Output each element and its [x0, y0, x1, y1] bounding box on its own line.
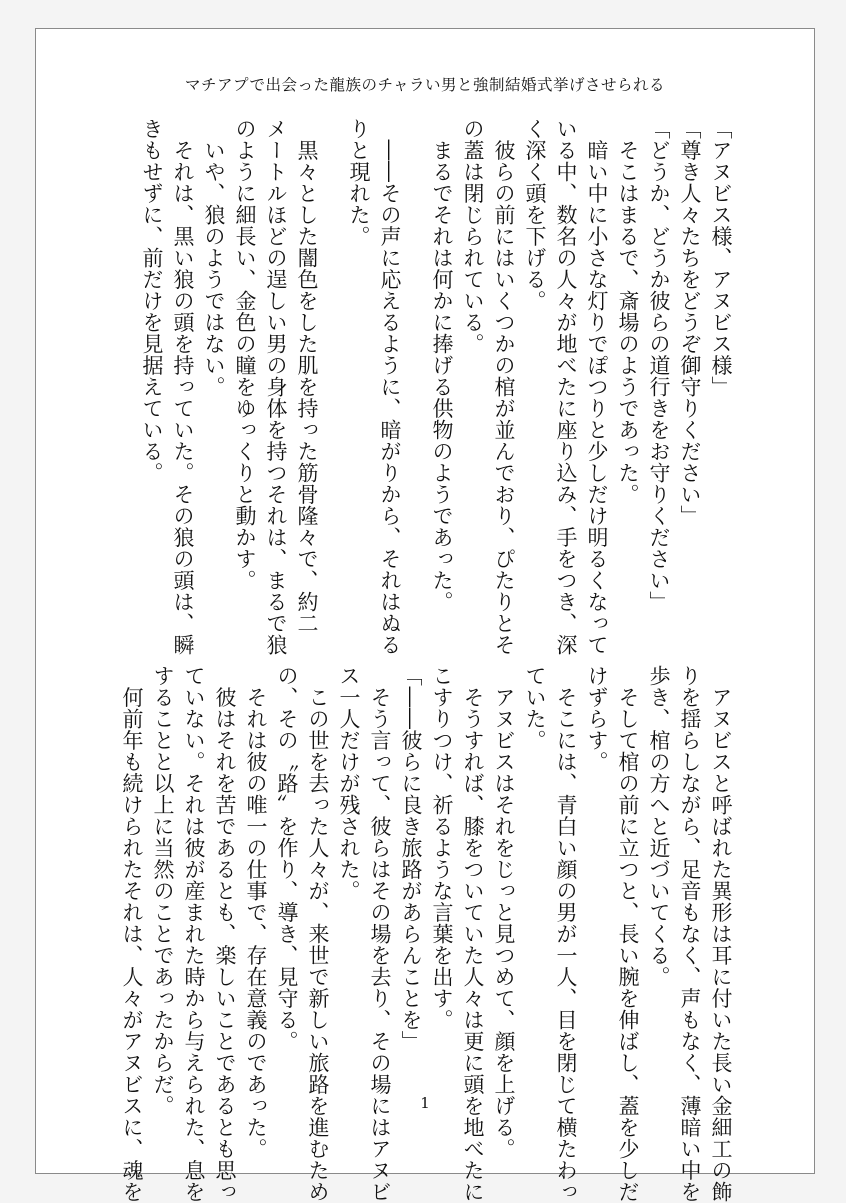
- text-line: 「尊き人々たちをどうぞ御守りください」: [678, 118, 702, 527]
- text-line: それは彼の唯一の仕事で、存在意義のであった。: [244, 665, 268, 1160]
- text-line: ていた。: [523, 665, 547, 751]
- running-title: マチアプで出会った龍族のチャラい男と強制結婚式挙げさせられる: [184, 76, 665, 94]
- text-line: ――その声に応えるように、暗がりから、それはぬる: [378, 118, 402, 656]
- text-line: 彼らの前にはいくつかの棺が並んでおり、ぴたりとそ: [492, 118, 516, 656]
- text-line: そう言って、彼らはその場を去り、その場にはアヌビ: [368, 665, 392, 1203]
- text-line: 彼はそれを苦であるとも、楽しいことであるとも思っ: [213, 665, 237, 1203]
- page-number: 1: [420, 1094, 430, 1112]
- text-line: アヌビスと呼ばれた異形は耳に付いた長い金細工の飾: [709, 665, 733, 1203]
- text-line: 「アヌビス様、アヌビス様」: [709, 118, 733, 398]
- text-line: そこはまるで、斎場のようであった。: [616, 118, 640, 505]
- text-line: メートルほどの逞しい男の身体を持つそれは、まるで狼: [264, 118, 288, 656]
- text-line: く深く頭を下げる。: [523, 118, 547, 312]
- text-block-bottom: [120, 665, 736, 1203]
- text-line: 「どうか、どうか彼らの道行きをお守りください」: [647, 118, 671, 613]
- text-line: りと現れた。: [347, 118, 371, 247]
- text-block-top: [139, 118, 736, 656]
- text-line: することと以上に当然のことであったからだ。: [151, 665, 175, 1117]
- text-line: そうすれば、膝をついていた人々は更に頭を地べたに: [461, 665, 485, 1203]
- text-line: きもせずに、前だけを見据えている。: [140, 118, 164, 484]
- text-line: 何前年も続けられたそれは、人々がアヌビスに、魂を: [120, 665, 144, 1203]
- blank-line: [322, 118, 343, 554]
- text-line: いる中、数名の人々が地べたに座り込み、手をつき、深: [554, 118, 578, 656]
- text-line: りを揺らしながら、足音もなく、声もなく、薄暗い中を: [678, 665, 702, 1203]
- text-line: まるでそれは何かに捧げる供物のようであった。: [430, 118, 454, 613]
- text-line: ス一人だけが残された。: [337, 665, 361, 902]
- text-line: こすりつけ、祈るような言葉を出す。: [430, 665, 454, 1031]
- manuscript-page: [35, 28, 815, 1203]
- text-line: ていない。それは彼が産まれた時から与えられた、息を: [182, 665, 206, 1203]
- text-line: それは、黒い狼の頭を持っていた。その狼の頭は、瞬: [171, 118, 195, 656]
- blank-line: [405, 118, 426, 554]
- text-line: そして棺の前に立つと、長い腕を伸ばし、蓋を少しだ: [616, 665, 640, 1203]
- text-line: アヌビスはそれをじっと見つめて、顔を上げる。: [492, 665, 516, 1160]
- text-line: のように細長い、金色の瞳をゆっくりと動かす。: [233, 118, 257, 591]
- text-line: そこには、青白い顔の男が一人、目を閉じて横たわっ: [554, 665, 578, 1203]
- text-line: 「――彼らに良き旅路があらんことを」: [399, 665, 423, 1052]
- text-line: けずらす。: [585, 665, 609, 773]
- text-line: 歩き、棺の方へと近づいてくる。: [647, 665, 671, 988]
- text-line: の、その〝路〟を作り、導き、見守る。: [275, 665, 299, 1052]
- text-line: いや、狼のようではない。: [202, 118, 226, 398]
- text-line: 黒々とした闇色をした肌を持った筋骨隆々で、約二: [295, 118, 319, 634]
- text-line: 暗い中に小さな灯りでぽつりと少しだけ明るくなって: [585, 118, 609, 656]
- text-line: この世を去った人々が、来世で新しい旅路を進むため: [306, 665, 330, 1203]
- text-line: の蓋は閉じられている。: [461, 118, 485, 355]
